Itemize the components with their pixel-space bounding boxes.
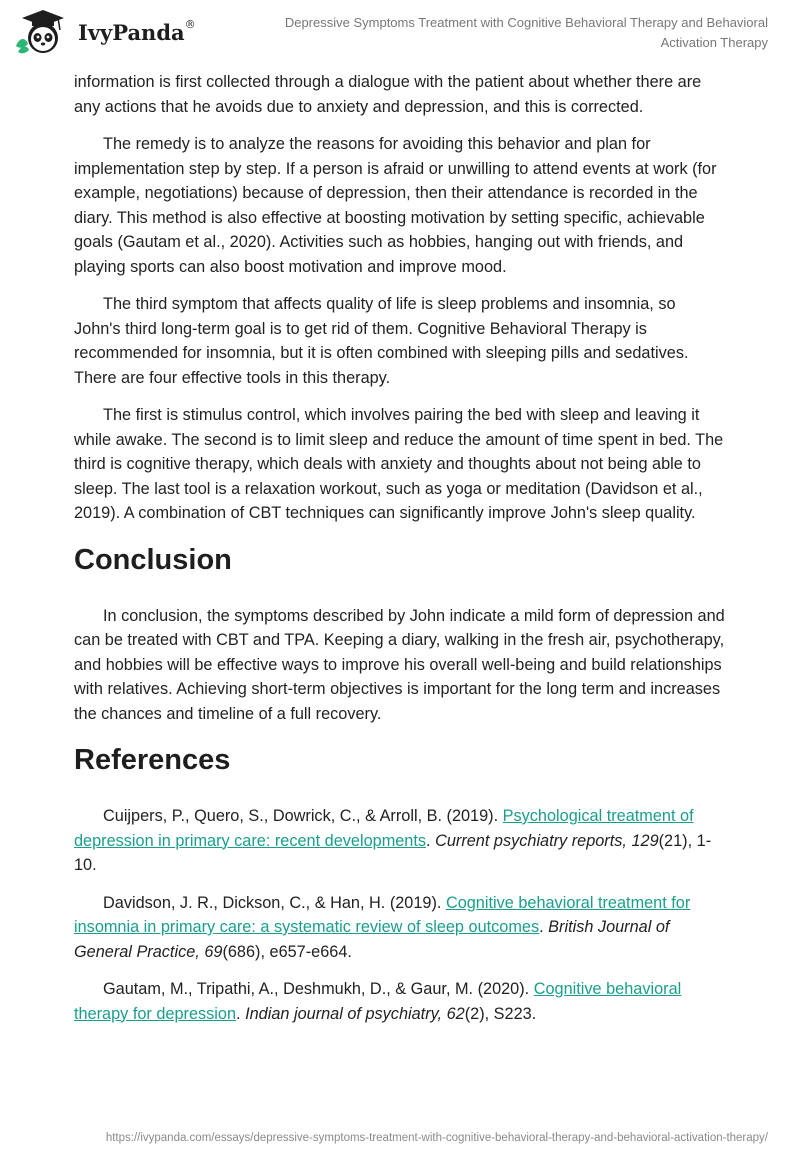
panda-mascot-icon: [12, 8, 70, 56]
reference-issue-pages: (2), S223.: [464, 1004, 537, 1023]
reference-journal: Current psychiatry reports: [435, 831, 623, 850]
body-paragraph: The third symptom that affects quality of life is sleep problems and insomnia, so John's third long-term goal is to get rid of them. Cognitive Behavioral Therapy is recommended for insomnia, but it is often combined with sleeping pills and sedatives. There are four effective tools in this therapy.: [74, 295, 689, 387]
reference-item: Davidson, J. R., Dickson, C., & Han, H. (2019). Cognitive behavioral treatment for insomnia in primary care: a systematic review of sleep outcomes. British Journal of General Practice, 69(686), e657-e664.: [74, 893, 691, 961]
brand-name: IvyPanda®: [78, 18, 196, 45]
reference-issue-pages: (21), 1-10.: [74, 831, 712, 874]
reference-volume: 129: [631, 831, 659, 850]
essay-content: [74, 70, 726, 1039]
reference-link[interactable]: Cognitive behavioral therapy for depression: [74, 980, 682, 1023]
reference-journal: British Journal of General Practice: [74, 918, 670, 961]
reference-volume: 62: [446, 1004, 465, 1023]
conclusion-paragraph: In conclusion, the symptoms described by John indicate a mild form of depression and can be treated with CBT and TPA. Keeping a diary, walking in the fresh air, psychotherapy, and hobbies will be effective ways to improve his overall well-being and build relationships with relatives. Achieving short-term objectives is important for the long term and increases the chances and timeline of a full recovery.: [74, 606, 725, 723]
reference-authors: Gautam, M., Tripathi, A., Deshmukh, D., & Gaur, M. (2020).: [103, 980, 534, 998]
footer-url[interactable]: https://ivypanda.com/essays/depressive-symptoms-treatment-with-cognitive-behavioral-therapy-and-behavioral-activation-therapy/: [105, 1132, 768, 1144]
reference-authors: Davidson, J. R., Dickson, C., & Han, H. (2019).: [103, 893, 446, 912]
reference-journal: Indian journal of psychiatry: [245, 1004, 438, 1023]
reference-item: Gautam, M., Tripathi, A., Deshmukh, D., & Gaur, M. (2020). Cognitive behavioral therapy for depression. Indian journal of psychiatry, 62(2), S223.: [74, 980, 682, 1023]
reference-volume: 69: [204, 942, 223, 961]
page-header: [0, 0, 800, 66]
reference-link[interactable]: Cognitive behavioral treatment for insomnia in primary care: a systematic review of sleep outcomes: [74, 893, 691, 936]
reference-authors: Cuijpers, P., Quero, S., Dowrick, C., & Arroll, B. (2019).: [103, 807, 503, 825]
document-title: Depressive Symptoms Treatment with Cognitive Behavioral Therapy and Behavioral Activation Therapy: [284, 15, 768, 50]
body-paragraph: information is first collected through a dialogue with the patient about whether there are any actions that he avoids due to anxiety and depression, and this is corrected.: [74, 73, 702, 116]
conclusion-heading: Conclusion: [74, 543, 232, 576]
reference-issue-pages: (686), e657-e664.: [222, 942, 352, 961]
references-heading: References: [74, 744, 231, 776]
ivypanda-logo[interactable]: [12, 8, 212, 56]
reference-link[interactable]: Psychological treatment of depression in primary care: recent developments: [74, 807, 694, 850]
reference-item: Cuijpers, P., Quero, S., Dowrick, C., & Arroll, B. (2019). Psychological treatment of depression in primary care: recent developments. Current psychiatry reports, 129(21), 1-10.: [74, 807, 712, 874]
body-paragraph: The first is stimulus control, which involves pairing the bed with sleep and leaving it while awake. The second is to limit sleep and reduce the amount of time spent in bed. The third is cognitive therapy, which deals with anxiety and thoughts about not being able to sleep. The last tool is a relaxation workout, such as yoga or meditation (Davidson et al., 2019). A combination of CBT techniques can significantly improve John's sleep quality.: [74, 406, 724, 522]
body-paragraph: The remedy is to analyze the reasons for avoiding this behavior and plan for implementation step by step. If a person is afraid or unwilling to attend events at work (for example, negotiations) because of depression, then their attendance is recorded in the diary. This method is also effective at boosting motivation by setting specific, achievable goals (Gautam et al., 2020). Activities such as hobbies, hanging out with friends, and playing sports can also boost motivation and improve mood.: [74, 135, 717, 276]
